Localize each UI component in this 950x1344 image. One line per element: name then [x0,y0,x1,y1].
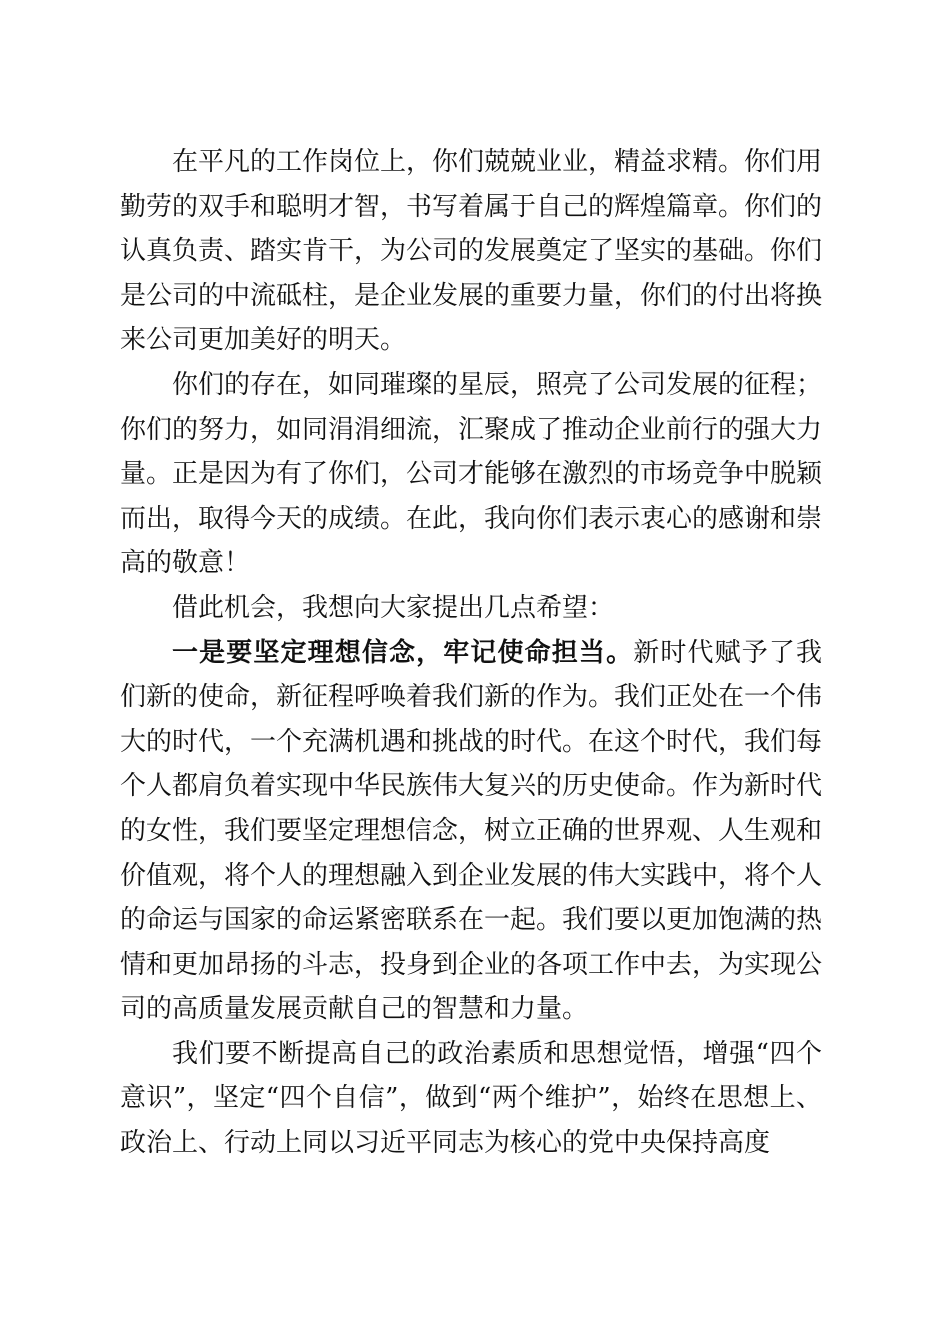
paragraph-4-heading: 一是要坚定理想信念，牢记使命担当。 [172,637,634,668]
paragraph-4 [120,631,822,1032]
paragraph-1 [120,140,822,363]
document-body [120,140,822,1166]
paragraph-4-text: 新时代赋予了我们新的使命，新征程呼唤着我们新的作为。我们正处在一个伟大的时代，一个充满机遇和挑战的时代。在这个时代，我们每个人都肩负着实现中华民族伟大复兴的历史使命。作为新时代的女性，我们要坚定理想信念，树立正确的世界观、人生观和价值观，将个人的理想融入到企业发展的伟大实践中，将个人的命运与国家的命运紧密联系在一起。我们要以更加饱满的热情和更加昂扬的斗志，投身到企业的各项工作中去，为实现公司的高质量发展贡献自己的智慧和力量。 [120,637,823,1025]
paragraph-2 [120,363,822,586]
paragraph-5 [120,1032,822,1166]
paragraph-2-text: 你们的存在，如同璀璨的星辰，照亮了公司发展的征程；你们的努力，如同涓涓细流，汇聚成了推动企业前行的强大力量。正是因为有了你们，公司才能够在激烈的市场竞争中脱颖而出，取得今天的成绩。在此，我向你们表示衷心的感谢和崇高的敬意！ [120,369,823,579]
paragraph-3 [120,586,822,631]
paragraph-3-text: 借此机会，我想向大家提出几点希望： [172,592,615,623]
paragraph-5-text: 我们要不断提高自己的政治素质和思想觉悟，增强“四个意识”，坚定“四个自信”，做到“两个维护”，始终在思想上、政治上、行动上同以习近平同志为核心的党中央保持高度 [120,1038,822,1159]
paragraph-1-text: 在平凡的工作岗位上，你们兢兢业业，精益求精。你们用勤劳的双手和聪明才智，书写着属于自己的辉煌篇章。你们的认真负责、踏实肯干，为公司的发展奠定了坚实的基础。你们是公司的中流砥柱，是企业发展的重要力量，你们的付出将换来公司更加美好的明天。 [120,147,823,356]
